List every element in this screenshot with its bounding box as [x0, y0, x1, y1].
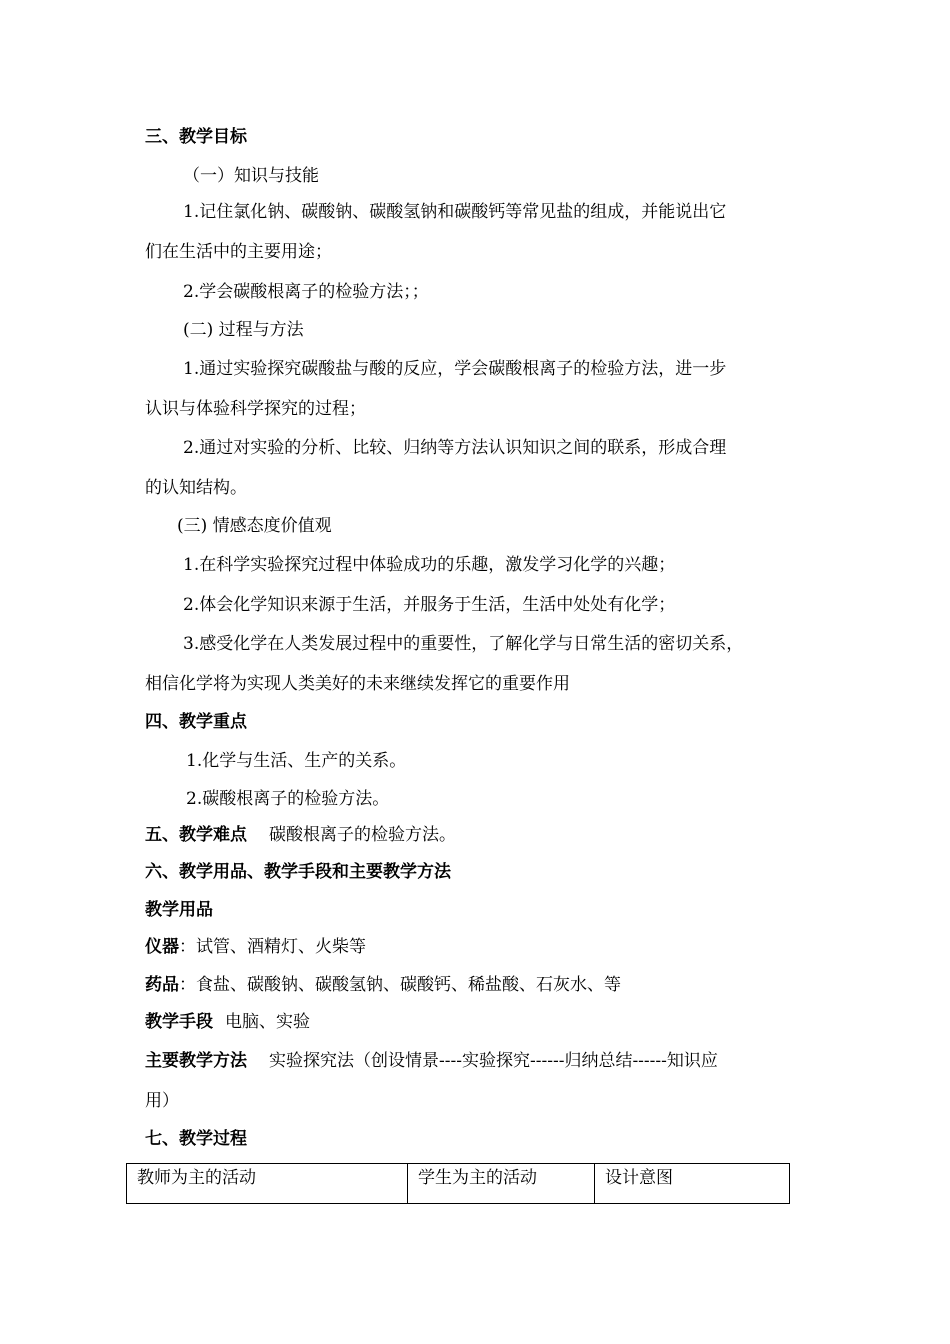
process-item-1-cont: 认识与体验科学探究的过程；: [145, 399, 366, 419]
key-point-1: 1.化学与生活、生产的关系。: [186, 751, 407, 771]
process-item-2-cont: 的认知结构。: [145, 478, 247, 498]
instruments-line: [145, 935, 366, 959]
emotion-heading: (三) 情感态度价值观: [177, 516, 332, 536]
difficulty-line: [145, 823, 456, 847]
process-heading: (二) 过程与方法: [183, 320, 304, 340]
means-label: 教学手段: [145, 1012, 213, 1032]
knowledge-item-2: 2.学会碳酸根离子的检验方法；；: [183, 282, 429, 302]
process-item-2: 2.通过对实验的分析、比较、归纳等方法认识知识之间的联系，形成合理: [183, 438, 727, 458]
table-header-teacher: 教师为主的活动: [127, 1164, 408, 1204]
difficulty-text: 碳酸根离子的检验方法。: [269, 825, 456, 845]
emotion-item-2: 2.体会化学知识来源于生活，并服务于生活，生活中处处有化学；: [183, 595, 676, 615]
knowledge-item-1: 1.记住氯化钠、碳酸钠、碳酸氢钠和碳酸钙等常见盐的组成，并能说出它: [183, 202, 727, 222]
process-item-1: 1.通过实验探究碳酸盐与酸的反应，学会碳酸根离子的检验方法，进一步: [183, 359, 727, 379]
emotion-item-3-cont: 相信化学将为实现人类美好的未来继续发挥它的重要作用: [145, 674, 570, 694]
method-label: 主要教学方法: [145, 1051, 247, 1071]
supplies-heading: 教学用品: [145, 900, 213, 920]
reagents-label: 药品: [145, 975, 179, 995]
reagents-text: ：食盐、碳酸钠、碳酸氢钠、碳酸钙、稀盐酸、石灰水、等: [179, 975, 621, 995]
means-text: 电脑、实验: [225, 1012, 310, 1032]
procedure-heading: 七、教学过程: [145, 1129, 247, 1149]
instruments-text: ：试管、酒精灯、火柴等: [179, 937, 366, 957]
method-line: [145, 1049, 718, 1073]
key-point-2: 2.碳酸根离子的检验方法。: [186, 789, 390, 809]
key-points-heading: 四、教学重点: [145, 712, 247, 732]
method-text: 实验探究法（创设情景----实验探究------归纳总结------知识应: [269, 1051, 718, 1071]
emotion-item-3: 3.感受化学在人类发展过程中的重要性，了解化学与日常生活的密切关系，: [183, 634, 744, 654]
instruments-label: 仪器: [145, 937, 179, 957]
means-line: [145, 1010, 310, 1034]
table-header-row: [127, 1164, 790, 1204]
goals-heading: 三、教学目标: [145, 127, 247, 147]
emotion-item-1: 1.在科学实验探究过程中体验成功的乐趣，激发学习化学的兴趣；: [183, 555, 676, 575]
method-line-cont: 用）: [145, 1091, 179, 1111]
procedure-table: [126, 1163, 790, 1204]
table-header-purpose: 设计意图: [595, 1164, 790, 1204]
reagents-line: [145, 973, 621, 997]
tools-heading: 六、教学用品、教学手段和主要教学方法: [145, 862, 451, 882]
knowledge-item-1-cont: 们在生活中的主要用途；: [145, 242, 332, 262]
knowledge-heading: （一）知识与技能: [183, 166, 319, 186]
table-header-student: 学生为主的活动: [408, 1164, 595, 1204]
difficulty-heading: 五、教学难点: [145, 825, 247, 845]
